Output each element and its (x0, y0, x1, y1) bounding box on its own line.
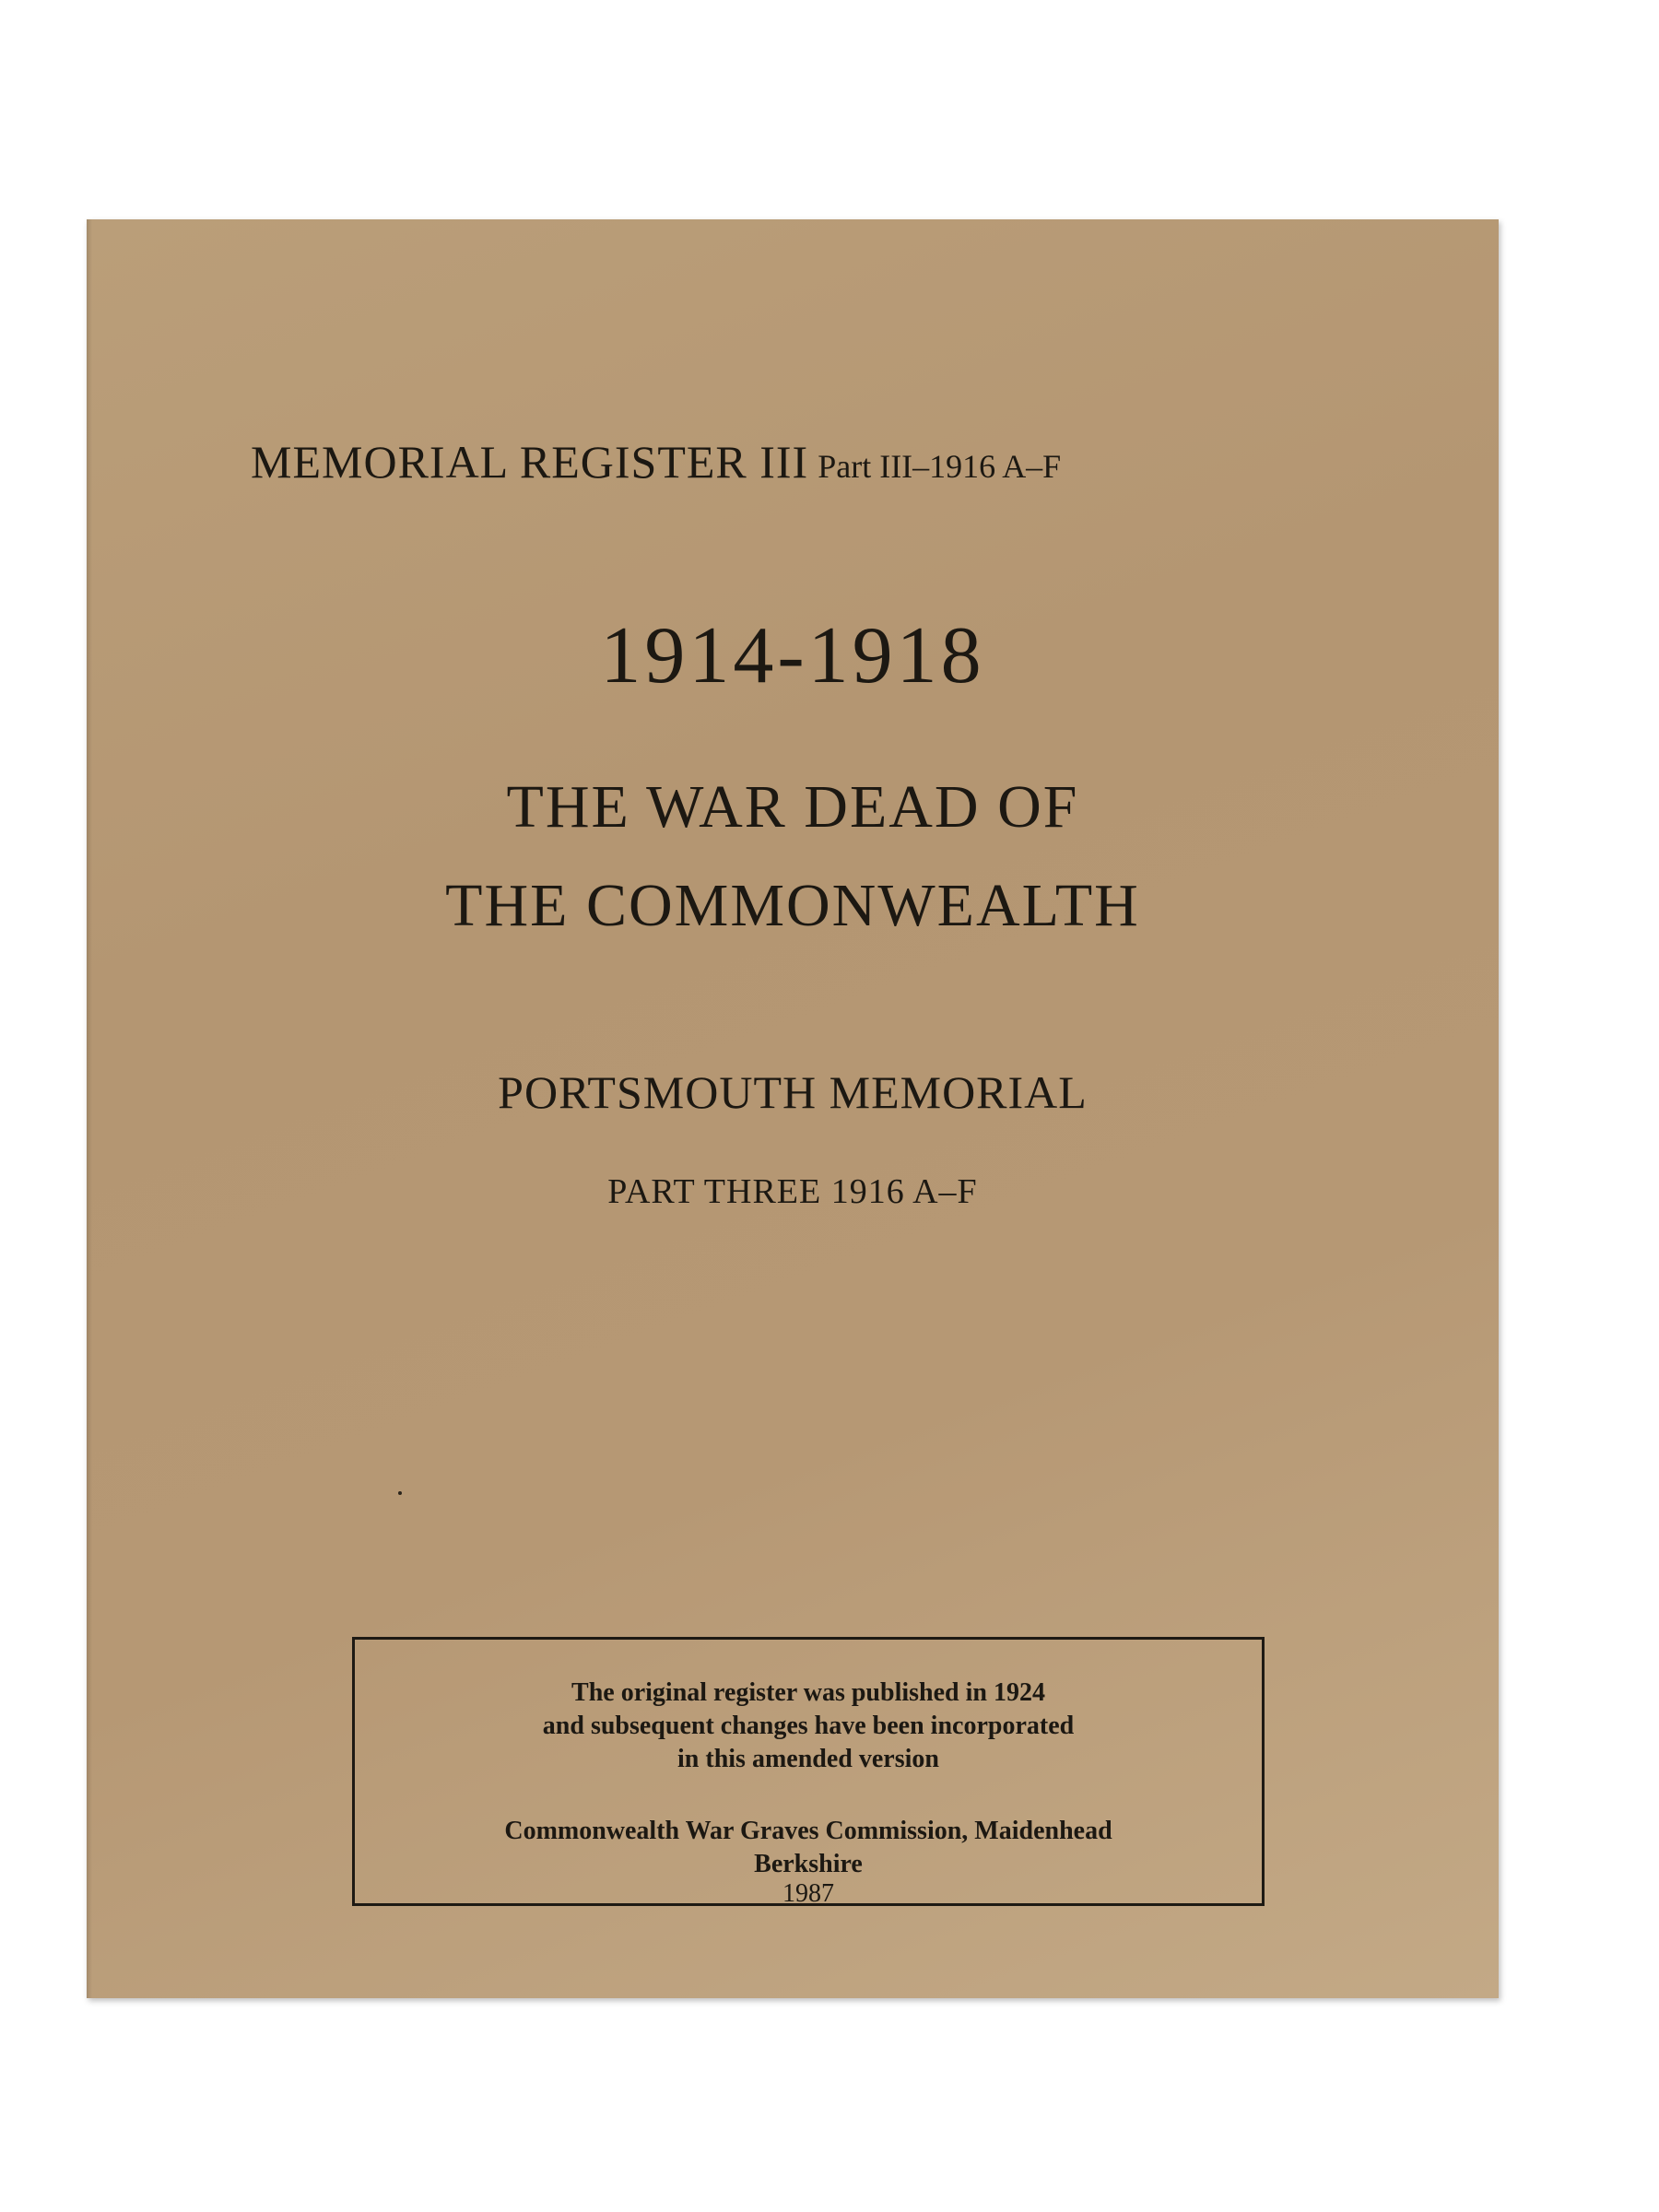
notice-line-1: The original register was published in 1924 (571, 1678, 1045, 1707)
register-part: Part III–1916 A–F (818, 448, 1062, 485)
part-label: PART THREE 1916 A–F (607, 1172, 978, 1211)
publisher-name: Commonwealth War Graves Commission, Maidenhead (504, 1817, 1112, 1845)
publisher-county: Berkshire (754, 1850, 863, 1878)
title-line-1: THE WAR DEAD OF (506, 773, 1079, 841)
title-line-2: THE COMMONWEALTH (445, 872, 1140, 939)
register-heading (251, 436, 1062, 488)
notice-line-3: in this amended version (677, 1745, 939, 1773)
notice-line-2: and subsequent changes have been incorporated (542, 1712, 1075, 1740)
notice-text (355, 1677, 1262, 1776)
book-cover (87, 219, 1499, 1998)
memorial-name: PORTSMOUTH MEMORIAL (498, 1066, 1088, 1118)
years-heading: 1914-1918 (600, 611, 985, 700)
register-title: MEMORIAL REGISTER III (251, 436, 809, 488)
notice-box (352, 1637, 1265, 1906)
speck (398, 1491, 402, 1495)
publication-year: 1987 (782, 1879, 834, 1908)
publisher-info (355, 1815, 1262, 1907)
